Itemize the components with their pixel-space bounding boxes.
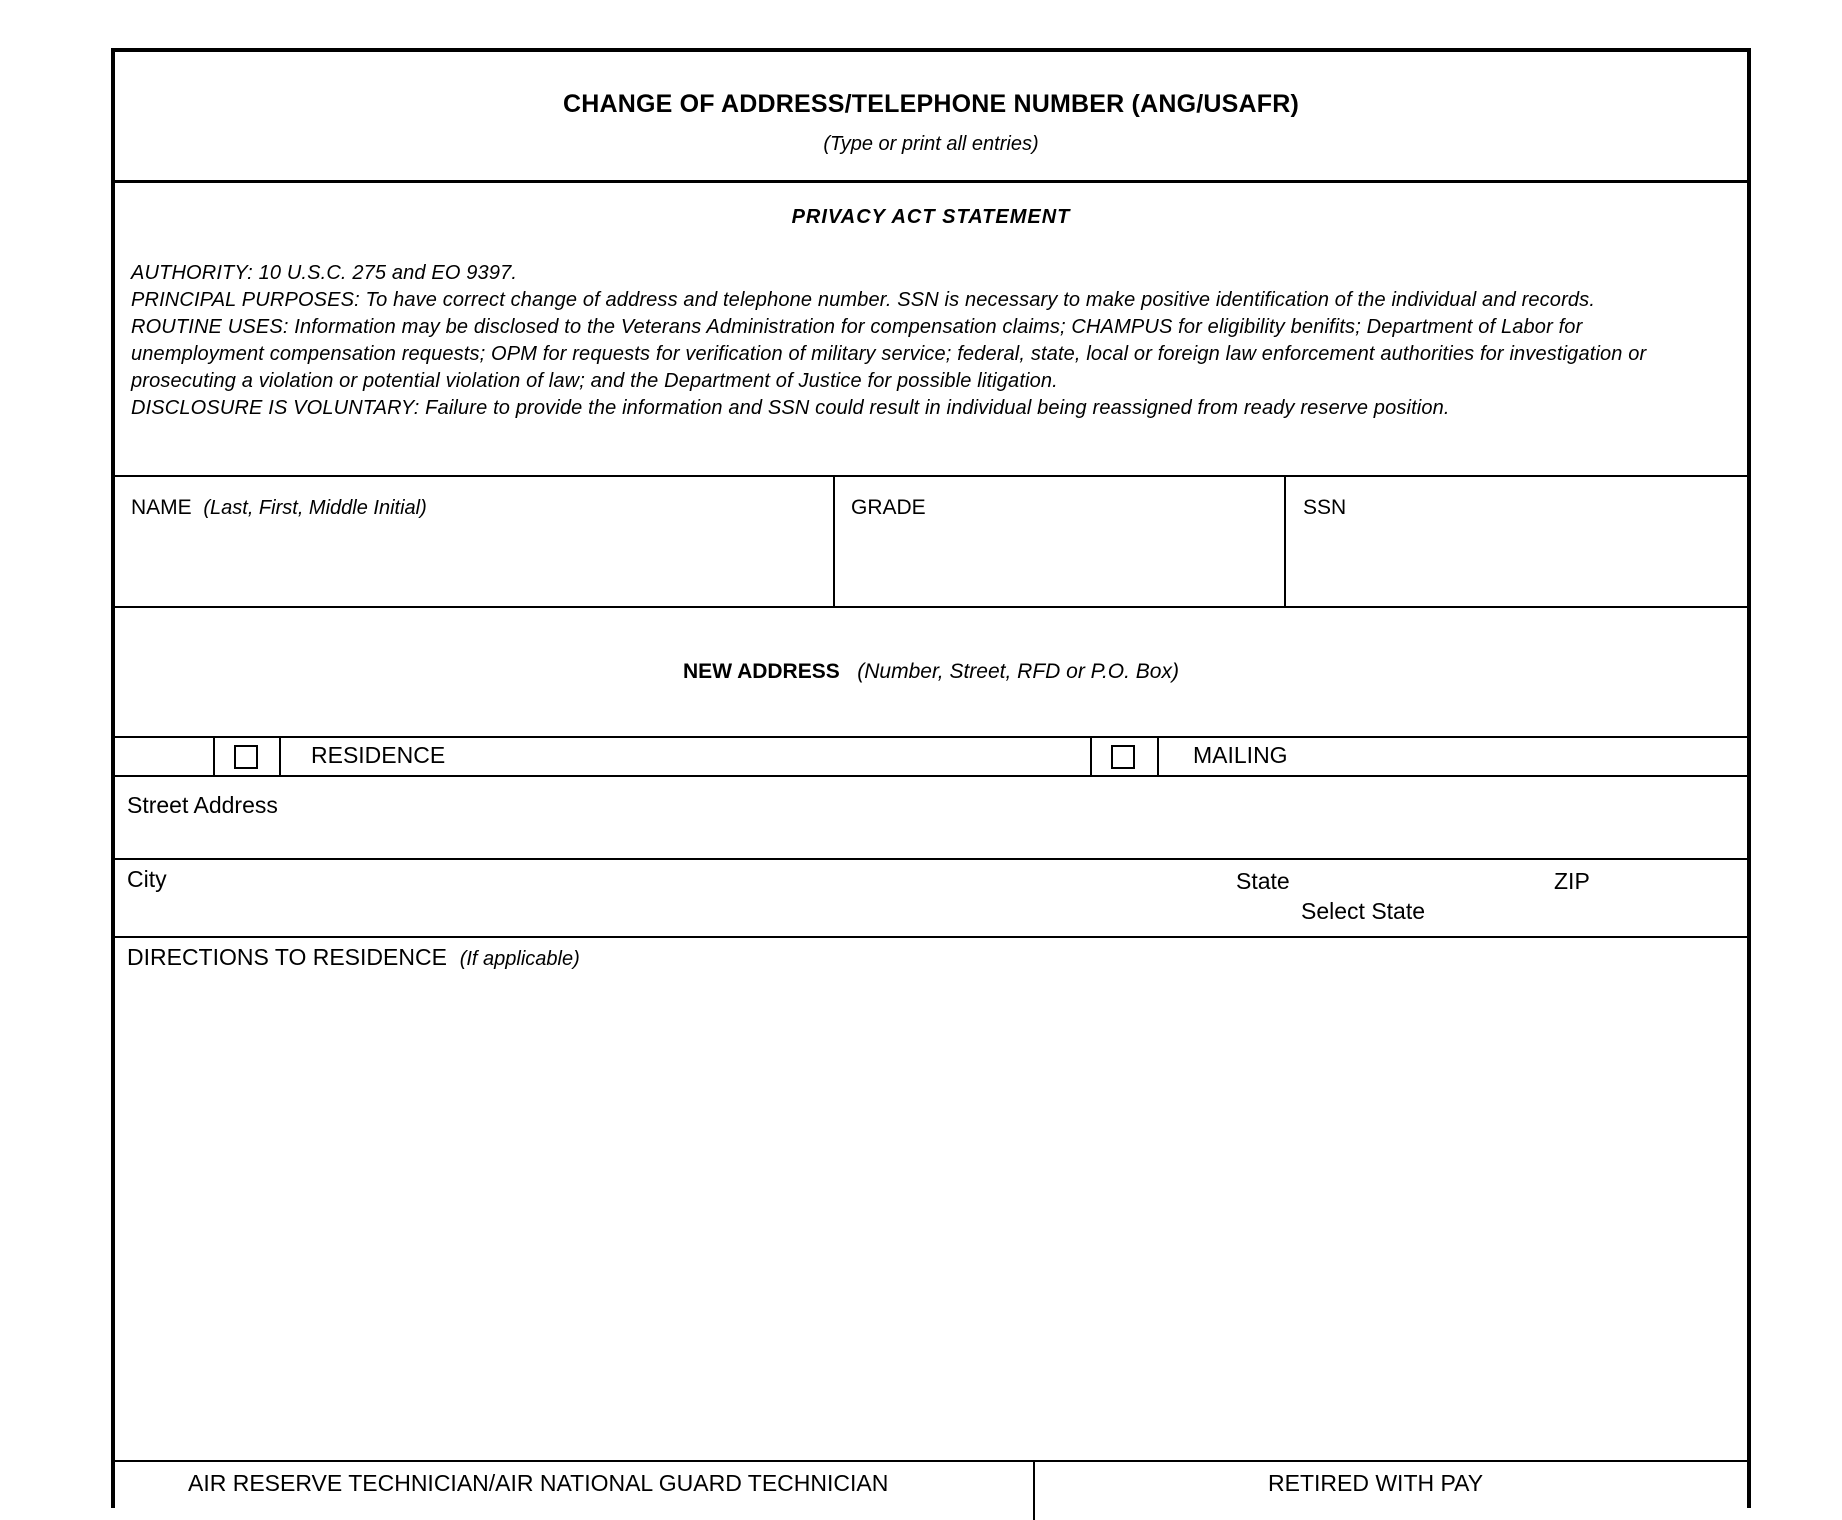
name-field[interactable] [131, 496, 427, 520]
retired-with-pay-label: RETIRED WITH PAY [1268, 1470, 1484, 1496]
divider [115, 775, 1747, 777]
ssn-field[interactable] [1303, 496, 1346, 520]
city-label: City [127, 866, 167, 892]
divider [279, 736, 281, 777]
form-subtitle: (Type or print all entries) [823, 133, 1039, 155]
state-select[interactable]: Select State [1301, 898, 1426, 924]
divider [115, 858, 1747, 860]
directions-hint: (If applicable) [459, 948, 580, 970]
divider [115, 1460, 1747, 1462]
zip-field[interactable] [1554, 868, 1590, 895]
directions-field[interactable] [127, 944, 580, 971]
authority-line: AUTHORITY: 10 U.S.C. 275 and EO 9397. [131, 262, 518, 284]
disclosure-line: DISCLOSURE IS VOLUNTARY: Failure to provide the information and SSN could result in individual being reassigned from ready reserve position. [131, 397, 1450, 419]
divider [833, 475, 835, 608]
divider [115, 936, 1747, 938]
form-container [111, 48, 1751, 1508]
principal-purposes-line: PRINCIPAL PURPOSES: To have correct change of address and telephone number. SSN is necessary to make positive identification of the individual and records. [131, 289, 1596, 311]
ssn-label: SSN [1303, 496, 1347, 519]
divider [1157, 736, 1159, 777]
divider [213, 736, 215, 777]
divider [1284, 475, 1286, 608]
mailing-label: MAILING [1193, 742, 1288, 768]
name-label: NAME [131, 496, 192, 519]
divider [115, 475, 1747, 477]
new-address-label: NEW ADDRESS [683, 660, 840, 683]
form-title: CHANGE OF ADDRESS/TELEPHONE NUMBER (ANG/USAFR) [562, 90, 1300, 118]
new-address-heading [115, 660, 1747, 684]
new-address-hint: (Number, Street, RFD or P.O. Box) [857, 660, 1179, 683]
divider [1033, 1460, 1035, 1520]
grade-label: GRADE [851, 496, 926, 519]
directions-label: DIRECTIONS TO RESIDENCE [127, 944, 447, 970]
privacy-act-text [131, 260, 1707, 422]
divider [115, 736, 1747, 738]
divider [1090, 736, 1092, 777]
privacy-act-heading: PRIVACY ACT STATEMENT [791, 206, 1071, 228]
residence-label: RESIDENCE [311, 742, 446, 768]
divider [115, 606, 1747, 608]
divider [115, 180, 1747, 183]
street-address-label: Street Address [127, 792, 278, 818]
grade-field[interactable] [851, 496, 926, 520]
street-address-field[interactable] [127, 792, 278, 819]
state-label: State [1236, 868, 1290, 894]
technician-label: AIR RESERVE TECHNICIAN/AIR NATIONAL GUARD TECHNICIAN [188, 1470, 889, 1496]
zip-label: ZIP [1554, 868, 1590, 894]
routine-uses-line: ROUTINE USES: Information may be disclosed to the Veterans Administration for compensation claims; CHAMPUS for eligibility benifits; Department of Labor for unemployment compensation requests; OPM for requests for verification of military service; federal, state, local or foreign law enforcement authorities for investigation or prosecuting a violation or potential violation of law; and the Department of Justice for possible litigation. [131, 316, 1647, 392]
name-hint: (Last, First, Middle Initial) [203, 497, 427, 519]
city-field[interactable] [127, 866, 167, 893]
residence-checkbox[interactable] [234, 745, 258, 769]
mailing-checkbox[interactable] [1111, 745, 1135, 769]
